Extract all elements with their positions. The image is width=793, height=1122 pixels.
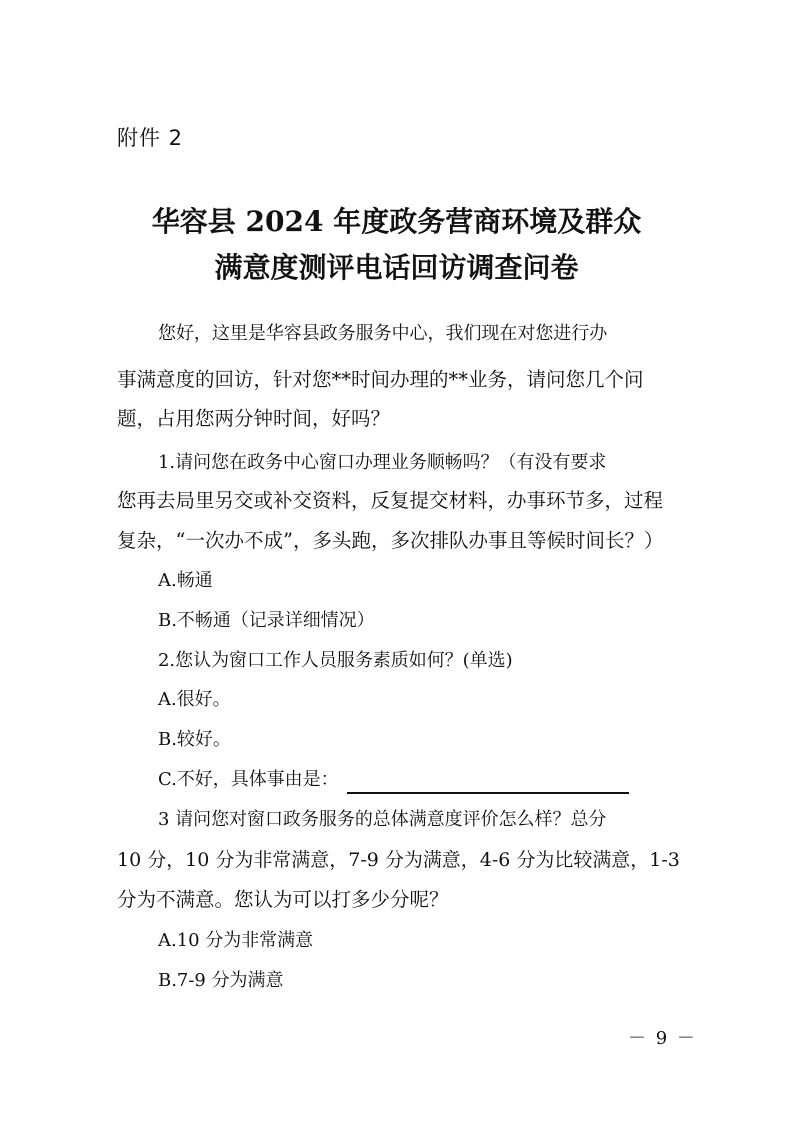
q1-line-3: 复杂，“一次办不成”，多头跑，多次排队办事且等候时间长？）: [117, 529, 664, 552]
q3-line-3: 分为不满意。您认为可以打多少分呢？: [117, 888, 449, 911]
page-number: － 9 －: [628, 1028, 697, 1049]
q2-option-a: A.很好。: [158, 689, 231, 710]
q2-option-c-row: [158, 766, 724, 794]
q3-line-1: 3 请问您对窗口政务服务的总体满意度评价怎么样？总分: [158, 809, 607, 830]
intro-line-1: 您好，这里是华容县政务服务中心，我们现在对您进行办: [158, 323, 608, 344]
q1-option-b: B.不畅通（记录详细情况）: [158, 610, 375, 631]
q2-option-c: C.不好，具体事由是：: [158, 769, 339, 790]
q1-option-a: A.畅通: [158, 570, 213, 591]
q3-option-b: B.7-9 分为满意: [158, 970, 284, 991]
q3-line-2: 10 分，10 分为非常满意，7-9 分为满意，4-6 分为比较满意，1-3: [117, 849, 680, 871]
q3-option-a: A.10 分为非常满意: [158, 930, 314, 951]
intro-line-2: 事满意度的回访，针对您**时间办理的**业务，请问您几个问: [117, 368, 644, 391]
q1-line-1: 1.请问您在政务中心窗口办理业务顺畅吗？（有没有要求: [158, 452, 607, 473]
q2-question: 2.您认为窗口工作人员服务素质如何？(单选): [158, 650, 513, 671]
q2-option-b: B.较好。: [158, 729, 231, 750]
q1-line-2: 您再去局里另交或补交资料，反复提交材料，办事环节多，过程: [117, 489, 664, 512]
fill-in-blank-line[interactable]: [347, 771, 629, 794]
attachment-label: 附件 2: [117, 126, 184, 150]
title-line-1: 华容县 2024 年度政务营商环境及群众: [151, 205, 642, 238]
intro-line-3: 题，占用您两分钟时间，好吗？: [117, 407, 391, 430]
title-line-2: 满意度测评电话回访调查问卷: [214, 251, 579, 284]
